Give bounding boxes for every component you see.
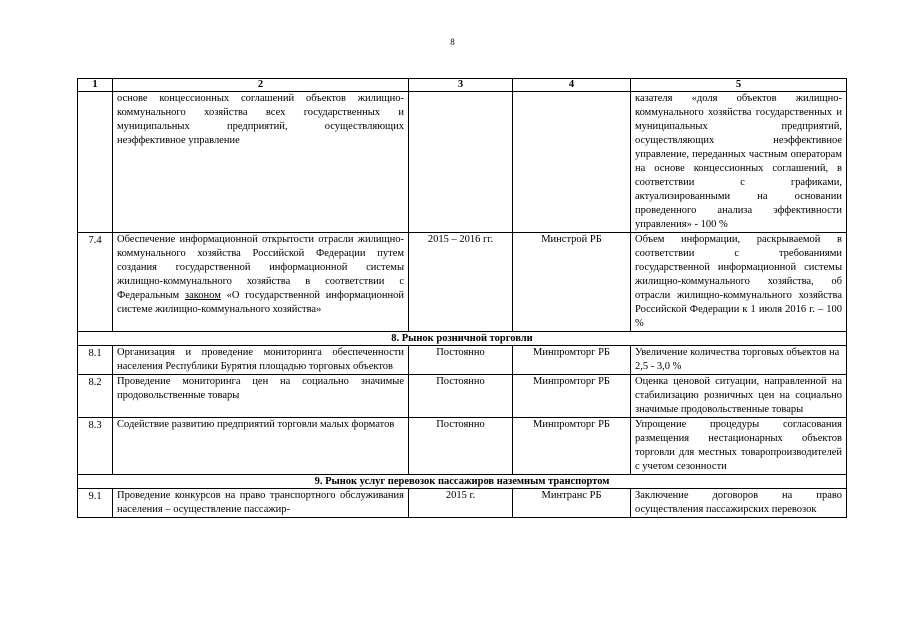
- indicator-cell: Объем информации, раскрываемой в соответствии с требованиями государственной информационной системы жилищно-коммунального хозяйства, об отрасли жилищно-коммунального хозяйства Российской Федерации к 1 июля 2016 г. – 100 %: [631, 233, 847, 332]
- header-cell: 5: [631, 79, 847, 92]
- responsible-cell: Минтранс РБ: [513, 489, 631, 518]
- header-cell: 3: [409, 79, 513, 92]
- responsible-cell: Минпромторг РБ: [513, 418, 631, 475]
- term-cell: [409, 92, 513, 233]
- header-cell: 2: [113, 79, 409, 92]
- term-cell: Постоянно: [409, 375, 513, 418]
- row-number: 7.4: [78, 233, 113, 332]
- measure-cell: [113, 233, 409, 332]
- term-cell: Постоянно: [409, 418, 513, 475]
- measure-cell: основе концессионных соглашений объектов жилищно-коммунального хозяйства всех государственных и муниципальных предприятий, осуществляющих неэффективное управление: [113, 92, 409, 233]
- row-number: [78, 92, 113, 233]
- header-cell: 4: [513, 79, 631, 92]
- table-row: [78, 92, 847, 233]
- term-cell: 2015 – 2016 гг.: [409, 233, 513, 332]
- measure-cell: Содействие развитию предприятий торговли малых форматов: [113, 418, 409, 475]
- measures-table: [77, 78, 847, 518]
- table-row: [78, 375, 847, 418]
- table-row: [78, 346, 847, 375]
- section-header-row: [78, 332, 847, 346]
- section-header-row: [78, 475, 847, 489]
- measure-cell: Проведение конкурсов на право транспортного обслуживания населения – осуществление пассажир-: [113, 489, 409, 518]
- section-title: 9. Рынок услуг перевозок пассажиров наземным транспортом: [78, 475, 847, 489]
- responsible-cell: Минстрой РБ: [513, 233, 631, 332]
- row-number: 8.1: [78, 346, 113, 375]
- responsible-cell: Минпромторг РБ: [513, 375, 631, 418]
- row-number: 8.3: [78, 418, 113, 475]
- row-number: 9.1: [78, 489, 113, 518]
- indicator-cell: Оценка ценовой ситуации, направленной на стабилизацию розничных цен на социально значимые продовольственные товары: [631, 375, 847, 418]
- indicator-cell: казателя «доля объектов жилищно-коммунального хозяйства государственных и муниципальных предприятий, осуществляющих неэффективное управление, переданных частным операторам на основе концессионных соглашений, в соответствии с графиками, актуализированными на основании проведенного анализа эффективности управления» - 100 %: [631, 92, 847, 233]
- law-link[interactable]: законом: [184, 290, 221, 301]
- term-cell: 2015 г.: [409, 489, 513, 518]
- table-row: [78, 233, 847, 332]
- table-row: [78, 489, 847, 518]
- responsible-cell: Минпромторг РБ: [513, 346, 631, 375]
- page-number: 8: [450, 37, 455, 47]
- measure-text: «О государственной информационной системе жилищно-коммунального хозяйства»: [117, 290, 404, 315]
- section-title: 8. Рынок розничной торговли: [78, 332, 847, 346]
- table-header-row: [78, 79, 847, 92]
- indicator-cell: Увеличение количества торговых объектов на 2,5 - 3,0 %: [631, 346, 847, 375]
- header-cell: 1: [78, 79, 113, 92]
- indicator-cell: Заключение договоров на право осуществления пассажирских перевозок: [631, 489, 847, 518]
- measure-text: Обеспечение информационной открытости отрасли жилищно-коммунального хозяйства Российской Федерации путем создания государственной информационной системы жилищно-коммунального хозяйства в соответствии с Федеральным: [117, 234, 404, 301]
- responsible-cell: [513, 92, 631, 233]
- measure-cell: Проведение мониторинга цен на социально значимые продовольственные товары: [113, 375, 409, 418]
- row-number: 8.2: [78, 375, 113, 418]
- measure-cell: Организация и проведение мониторинга обеспеченности населения Республики Бурятия площадью торговых объектов: [113, 346, 409, 375]
- table-row: [78, 418, 847, 475]
- indicator-cell: Упрощение процедуры согласования размещения нестационарных объектов торговли для местных товаропроизводителей с учетом сезонности: [631, 418, 847, 475]
- term-cell: Постоянно: [409, 346, 513, 375]
